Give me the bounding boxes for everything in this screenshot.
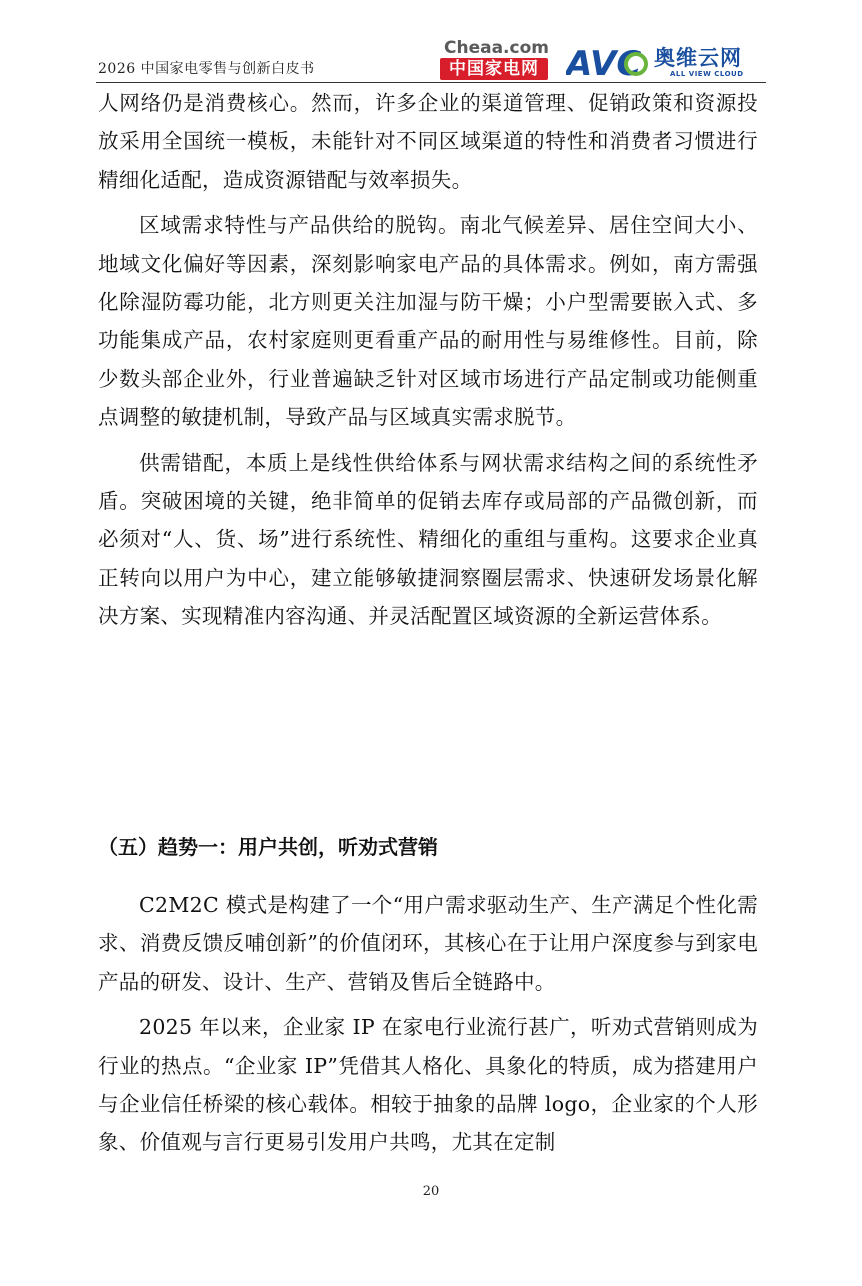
body-text-section bbox=[98, 886, 758, 1162]
page-number: 20 bbox=[422, 1184, 440, 1199]
paragraph: 区域需求特性与产品供给的脱钩。南北气候差异、居住空间大小、地域文化偏好等因素，深刻影响家电产品的具体需求。例如，南方需强化除湿防霉功能，北方则更关注加湿与防干燥；小户型需要嵌入式、多功能集成产品，农村家庭则更看重产品的耐用性与易维修性。目前，除少数头部企业外，行业普遍缺乏针对区域市场进行产品定制或功能侧重点调整的敏捷机制，导致产品与区域真实需求脱节。 bbox=[98, 213, 758, 430]
cheaa-logo-cn: 中国家电网 bbox=[440, 58, 548, 80]
paragraph: 供需错配，本质上是线性供给体系与网状需求结构之间的系统性矛盾。突破困境的关键，绝非简单的促销去库存或局部的产品微创新，而必须对“人、货、场”进行系统性、精细化的重组与重构。这要求企业真正转向以用户为中心，建立能够敏捷洞察圈层需求、快速研发场景化解决方案、实现精准内容沟通、并灵活配置区域资源的全新运营体系。 bbox=[98, 450, 758, 629]
avc-logo bbox=[566, 40, 766, 82]
paragraph: 人网络仍是消费核心。然而，许多企业的渠道管理、促销政策和资源投放采用全国统一模板，未能针对不同区域渠道的特性和消费者习惯进行精细化适配，造成资源错配与效率损失。 bbox=[98, 91, 758, 192]
avc-logo-letters: AVC bbox=[566, 44, 642, 82]
avc-logo-en: ALL VIEW CLOUD bbox=[670, 70, 744, 78]
cheaa-logo-en: Cheaa.com bbox=[444, 38, 549, 58]
page-header bbox=[0, 0, 862, 86]
avc-logo-cn: 奥维云网 bbox=[654, 46, 742, 70]
header-title: 2026 中国家电零售与创新白皮书 bbox=[98, 61, 315, 77]
cheaa-logo bbox=[440, 38, 552, 80]
paragraph: C2M2C 模式是构建了一个“用户需求驱动生产、生产满足个性化需求、消费反馈反哺创新”的价值闭环，其核心在于让用户深度参与到家电产品的研发、设计、生产、营销及售后全链路中。 bbox=[98, 893, 758, 994]
paragraph: 2025 年以来，企业家 IP 在家电行业流行甚广，听劝式营销则成为行业的热点。“企业家 IP”凭借其人格化、具象化的特质，成为搭建用户与企业信任桥梁的核心载体。相较于抽象的品牌 logo，企业家的个人形象、价值观与言行更易引发用户共鸣，尤其在定制 bbox=[98, 1015, 758, 1155]
section-heading: （五）趋势一：用户共创，听劝式营销 bbox=[98, 835, 438, 859]
header-divider bbox=[96, 82, 766, 83]
avc-logo-mark-icon bbox=[566, 42, 650, 82]
body-text bbox=[98, 84, 758, 636]
